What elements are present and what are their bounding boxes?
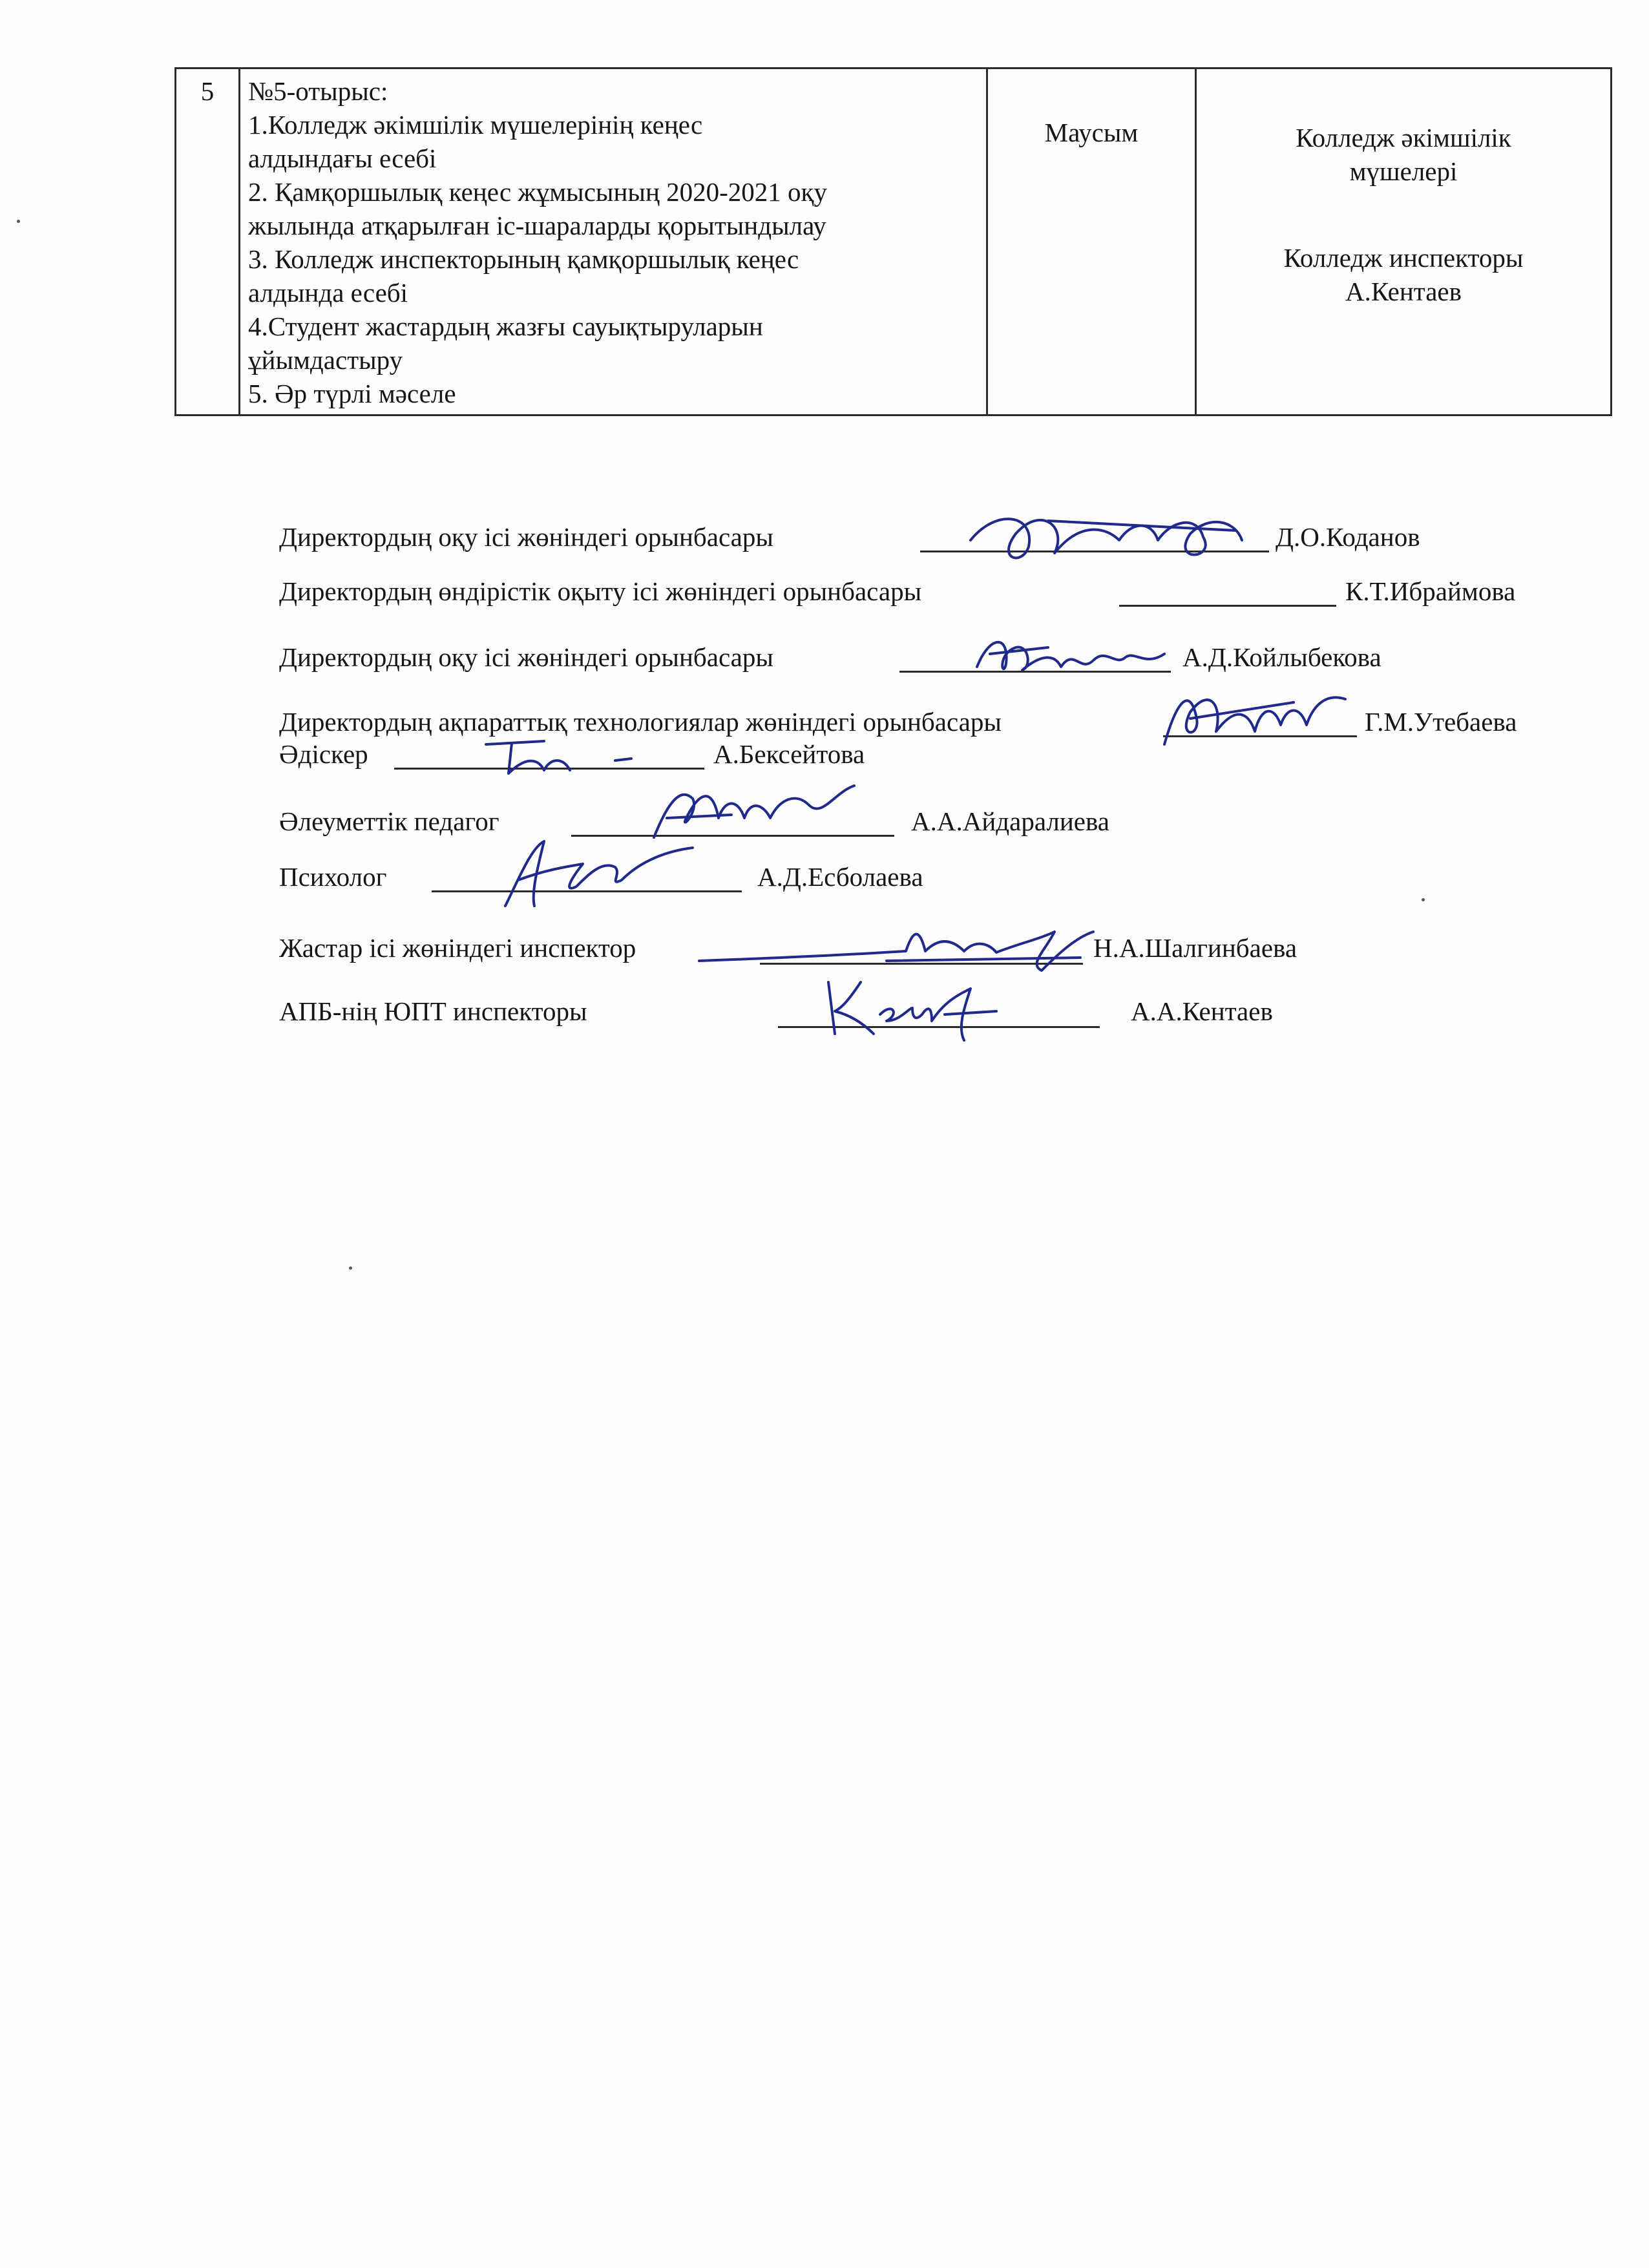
signature-name: Д.О.Коданов (1276, 522, 1420, 552)
agenda-table (174, 67, 1612, 416)
agenda-item: алдында есебі (248, 278, 408, 308)
agenda-heading: №5-отырыс: (248, 76, 388, 106)
row-number: 5 (200, 76, 215, 106)
responsible-cell (1196, 68, 1612, 415)
agenda-item: 2. Қамқоршылық кеңес жұмысының 2020-2021 оқу (248, 177, 827, 207)
month-value: Маусым (1044, 118, 1139, 147)
scan-speck (1422, 898, 1425, 901)
signature-name: Н.А.Шалгинбаева (1093, 933, 1297, 963)
agenda-item: жылында атқарылған іс-шараларды қорытындылау (248, 211, 826, 240)
month-cell (987, 68, 1196, 415)
handwritten-signature (815, 969, 1029, 1053)
table-row (176, 68, 1612, 415)
signature-role: Әдіскер (279, 739, 368, 769)
signature-name: К.Т.Ибраймова (1345, 576, 1516, 606)
handwritten-signature (492, 835, 712, 919)
handwritten-signature (958, 501, 1255, 572)
signature-role: Директордың өндірістік оқыту ісі жөніндегі орынбасары (279, 576, 922, 606)
handwritten-signature (473, 731, 667, 783)
signature-name: А.Д.Есболаева (757, 862, 923, 892)
signature-name: А.А.Кентаев (1131, 996, 1273, 1026)
responsible-line: А.Кентаев (1345, 277, 1462, 306)
agenda-topic-cell (240, 68, 987, 415)
signature-name: А.Бексейтова (713, 739, 865, 769)
responsible-line: Колледж инспекторы (1283, 243, 1524, 273)
responsible-spacer (1197, 188, 1610, 241)
agenda-item: 3. Колледж инспекторының қамқоршылық кеңес (248, 244, 799, 274)
handwritten-signature (971, 628, 1184, 686)
signature-role: Директордың оқу ісі жөніндегі орынбасары (279, 522, 773, 552)
signature-name: А.А.Айдаралиева (911, 806, 1109, 836)
signature-role: Жастар ісі жөніндегі инспектор (279, 933, 636, 963)
scan-speck (349, 1266, 352, 1270)
signature-role: Психолог (279, 862, 387, 892)
agenda-item: 5. Әр түрлі мәселе (248, 379, 456, 408)
responsible-line: Колледж әкімшілік (1296, 123, 1511, 152)
responsible-line: мүшелері (1349, 156, 1458, 186)
signature-name: А.Д.Койлыбекова (1182, 642, 1381, 672)
signature-line (1119, 605, 1336, 607)
signature-role: Директордың оқу ісі жөніндегі орынбасары (279, 642, 773, 672)
scan-speck (17, 220, 20, 223)
signature-role: Директордың ақпараттық технологиялар жөніндегі орынбасары (279, 707, 1002, 737)
agenda-item: ұйымдастыру (248, 345, 403, 375)
agenda-item: алдындағы есебі (248, 143, 437, 173)
signature-role: Әлеуметтік педагог (279, 806, 499, 836)
handwritten-signature (1151, 680, 1371, 764)
agenda-item: 1.Колледж әкімшілік мүшелерінің кеңес (248, 110, 703, 140)
signature-name: Г.М.Утебаева (1365, 707, 1517, 737)
row-number-cell (176, 68, 240, 415)
agenda-item: 4.Студент жастардың жазғы сауықтыруларын (248, 311, 763, 341)
signature-role: АПБ-нің ЮПТ инспекторы (279, 996, 587, 1026)
